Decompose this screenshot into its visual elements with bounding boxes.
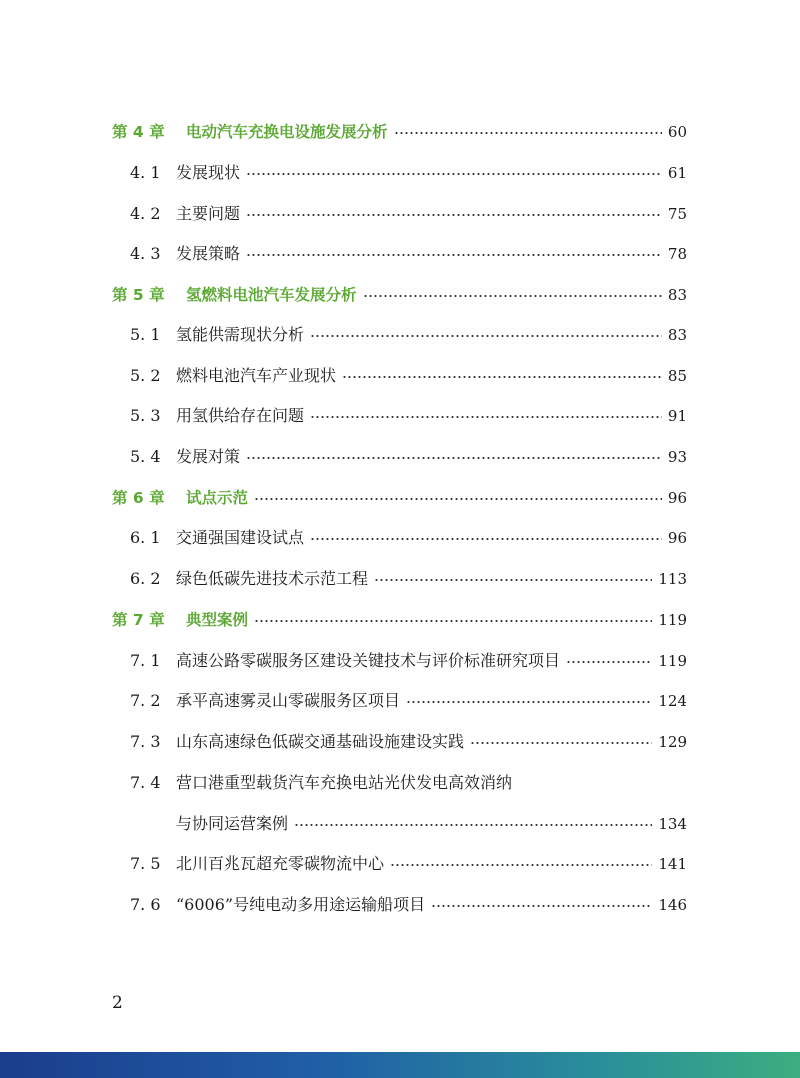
toc-page: 96: [667, 529, 687, 547]
toc-page: 75: [667, 205, 687, 223]
toc-section-7-6[interactable]: [130, 890, 687, 920]
leader-dots: [246, 167, 662, 181]
toc-page: 124: [658, 692, 687, 710]
toc-page: 129: [658, 733, 687, 751]
toc-number: 第 6 章: [112, 489, 165, 507]
toc-title: 燃料电池汽车产业现状: [176, 366, 337, 385]
toc-number: 5. 3: [130, 406, 161, 425]
toc-number: 7. 5: [130, 854, 161, 873]
leader-dots: [246, 248, 662, 262]
toc-title: 山东高速绿色低碳交通基础设施建设实践: [176, 732, 465, 751]
toc-page: 113: [658, 570, 687, 588]
toc-title: 北川百兆瓦超充零碳物流中心: [176, 854, 385, 873]
toc-page: 83: [667, 286, 687, 304]
toc-number: 7. 1: [130, 651, 161, 670]
toc-section-7-4-continued[interactable]: [176, 809, 687, 839]
toc-number: 4. 3: [130, 244, 161, 263]
leader-dots: [390, 858, 652, 872]
toc-title: 与协同运营案例: [176, 814, 289, 833]
toc-page: 141: [658, 855, 687, 873]
leader-dots: [342, 370, 662, 384]
leader-dots: [431, 899, 652, 913]
toc-page: 134: [658, 815, 687, 833]
toc-section-6-2[interactable]: [130, 564, 687, 594]
toc-section-4-3[interactable]: [130, 239, 687, 269]
toc-page: 96: [667, 489, 687, 507]
toc-number: 第 7 章: [112, 611, 165, 629]
leader-dots: [254, 492, 662, 506]
toc-title: 主要问题: [176, 204, 241, 223]
toc-number: 第 4 章: [112, 123, 165, 141]
leader-dots: [310, 329, 662, 343]
toc-page: 78: [667, 245, 687, 263]
toc-title: 用氢供给存在问题: [176, 406, 305, 425]
toc-section-5-2[interactable]: [130, 361, 687, 391]
leader-dots: [254, 614, 652, 628]
toc-page: 85: [667, 367, 687, 385]
toc-number: 7. 6: [130, 895, 161, 914]
toc-title: 营口港重型载货汽车充换电站光伏发电高效消纳: [176, 773, 513, 792]
toc-title: 交通强国建设试点: [176, 528, 305, 547]
leader-dots: [294, 818, 652, 832]
toc-section-6-1[interactable]: [130, 523, 687, 553]
toc-title: 承平高速雾灵山零碳服务区项目: [176, 691, 401, 710]
toc-chapter-4[interactable]: [112, 117, 687, 147]
toc-number: 6. 2: [130, 569, 161, 588]
toc-number: 7. 4: [130, 773, 161, 792]
toc-number: 5. 4: [130, 447, 161, 466]
toc-section-7-2[interactable]: [130, 686, 687, 716]
toc-section-5-1[interactable]: [130, 320, 687, 350]
toc-title: 发展现状: [176, 163, 241, 182]
toc-page: 93: [667, 448, 687, 466]
toc-page: 119: [658, 652, 687, 670]
toc-chapter-7[interactable]: [112, 605, 687, 635]
toc-title: 氢能供需现状分析: [176, 325, 305, 344]
toc-page: 61: [667, 164, 687, 182]
leader-dots: [363, 289, 662, 303]
toc-title: 氢燃料电池汽车发展分析: [186, 286, 357, 304]
leader-dots: [246, 208, 662, 222]
toc-section-7-5[interactable]: [130, 849, 687, 879]
toc-number: 7. 2: [130, 691, 161, 710]
toc-number: 4. 2: [130, 204, 161, 223]
toc-number: 5. 1: [130, 325, 161, 344]
toc-section-5-4[interactable]: [130, 442, 687, 472]
toc-page: 60: [667, 123, 687, 141]
leader-dots: [246, 451, 662, 465]
leader-dots: [310, 532, 662, 546]
toc-page: 146: [658, 896, 687, 914]
toc-number: 第 5 章: [112, 286, 165, 304]
toc-title: 电动汽车充换电设施发展分析: [186, 123, 388, 141]
page-number: 2: [112, 993, 123, 1013]
toc-section-7-4[interactable]: [130, 768, 687, 798]
toc-number: 6. 1: [130, 528, 161, 547]
toc-section-5-3[interactable]: [130, 401, 687, 431]
leader-dots: [310, 410, 662, 424]
toc-title: “6006”号纯电动多用途运输船项目: [176, 895, 426, 914]
toc-chapter-6[interactable]: [112, 483, 687, 513]
toc-page: 83: [667, 326, 687, 344]
toc-section-7-3[interactable]: [130, 727, 687, 757]
leader-dots: [470, 736, 652, 750]
toc-title: 发展对策: [176, 447, 241, 466]
toc-section-4-1[interactable]: [130, 158, 687, 188]
toc-title: 典型案例: [186, 611, 249, 629]
toc-number: 5. 2: [130, 366, 161, 385]
toc-page: 91: [667, 407, 687, 425]
toc-chapter-5[interactable]: [112, 280, 687, 310]
leader-dots: [394, 126, 662, 140]
toc-title: 试点示范: [186, 489, 249, 507]
toc-title: 发展策略: [176, 244, 241, 263]
toc-title: 高速公路零碳服务区建设关键技术与评价标准研究项目: [176, 651, 561, 670]
toc-number: 4. 1: [130, 163, 161, 182]
toc-section-7-1[interactable]: [130, 646, 687, 676]
leader-dots: [406, 695, 652, 709]
leader-dots: [566, 655, 652, 669]
toc-page: 119: [658, 611, 687, 629]
toc-title: 绿色低碳先进技术示范工程: [176, 569, 369, 588]
toc-number: 7. 3: [130, 732, 161, 751]
toc-section-4-2[interactable]: [130, 199, 687, 229]
footer-gradient-bar: [0, 1052, 800, 1078]
leader-dots: [374, 573, 652, 587]
